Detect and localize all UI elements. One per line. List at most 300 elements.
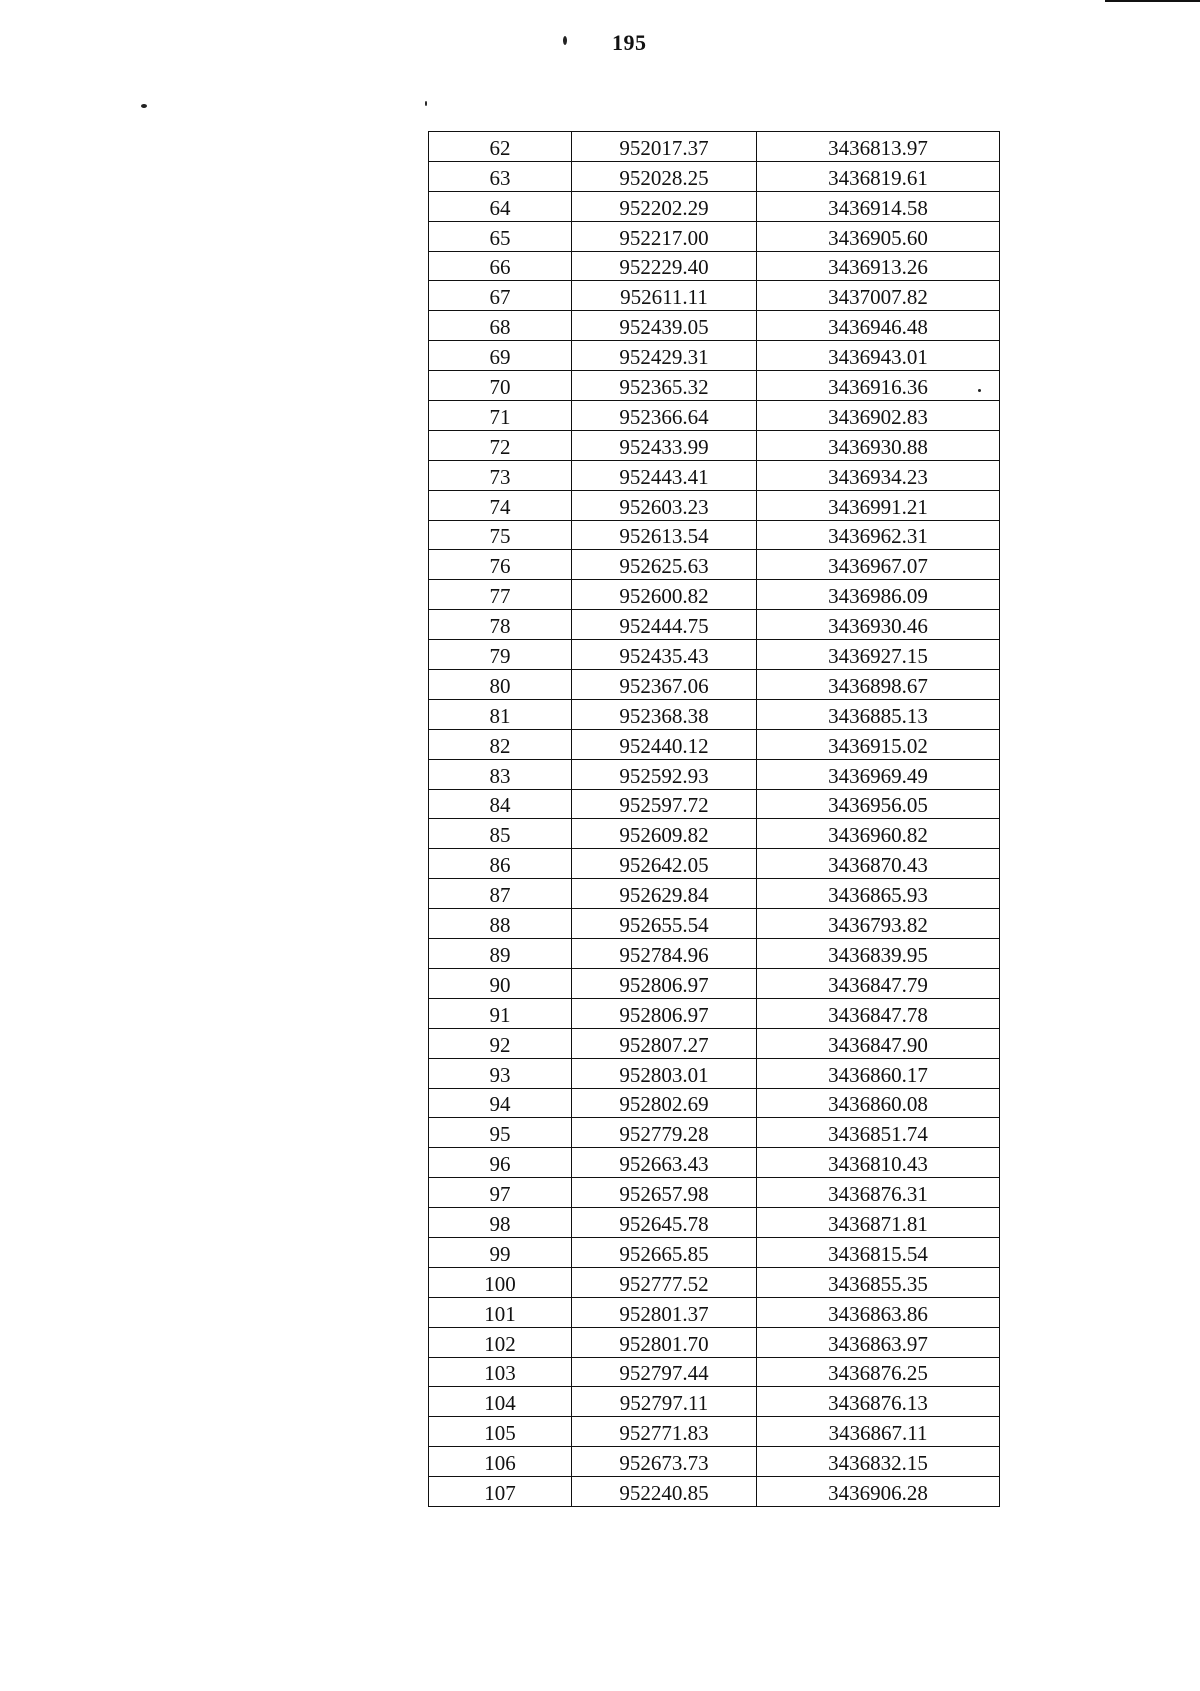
x-coordinate-cell [572,161,757,191]
point-number-cell [429,401,572,431]
point-number-cell [429,132,572,162]
x-coordinate-cell [572,251,757,281]
y-coordinate-cell-text: 3436905.60 [828,225,928,250]
point-number-cell-text: 77 [489,584,511,609]
coordinate-table [428,131,1000,1507]
x-coordinate-cell [572,401,757,431]
y-coordinate-cell [757,909,1000,939]
table-row [429,580,1000,610]
x-coordinate-cell [572,1148,757,1178]
point-number-cell [429,729,572,759]
y-coordinate-cell [757,1297,1000,1327]
y-coordinate-cell-text: 3436930.88 [828,434,928,459]
y-coordinate-cell-text: 3437007.82 [828,285,928,310]
table-row [429,1417,1000,1447]
x-coordinate-cell-text: 952797.11 [619,1391,709,1416]
table-row [429,699,1000,729]
point-number-cell-text: 102 [484,1331,516,1356]
y-coordinate-cell [757,401,1000,431]
x-coordinate-cell-text: 952444.75 [619,614,709,639]
x-coordinate-cell [572,1357,757,1387]
table-row [429,460,1000,490]
table-row [429,909,1000,939]
y-coordinate-cell-text: 3436969.49 [828,763,928,788]
y-coordinate-cell [757,221,1000,251]
point-number-cell-text: 82 [489,733,511,758]
x-coordinate-cell [572,460,757,490]
point-number-cell [429,1208,572,1238]
scan-speck [141,104,147,108]
x-coordinate-cell [572,759,757,789]
y-coordinate-cell [757,580,1000,610]
y-coordinate-cell-text: 3436991.21 [828,494,928,519]
table-row [429,849,1000,879]
x-coordinate-cell [572,341,757,371]
y-coordinate-cell-text: 3436898.67 [828,673,928,698]
x-coordinate-cell [572,1417,757,1447]
x-coordinate-cell [572,670,757,700]
point-number-cell-text: 80 [489,673,511,698]
point-number-cell-text: 76 [489,554,511,579]
table-row [429,968,1000,998]
table-row [429,1477,1000,1507]
y-coordinate-cell-text: 3436915.02 [828,733,928,758]
point-number-cell-text: 65 [489,225,511,250]
y-coordinate-cell [757,132,1000,162]
y-coordinate-cell-text: 3436876.25 [828,1361,928,1386]
table-row [429,371,1000,401]
x-coordinate-cell [572,520,757,550]
table-row [429,1208,1000,1238]
table-row [429,1297,1000,1327]
table-row [429,759,1000,789]
point-number-cell [429,1237,572,1267]
table-row [429,1327,1000,1357]
x-coordinate-cell [572,729,757,759]
table-row [429,221,1000,251]
point-number-cell [429,460,572,490]
x-coordinate-cell-text: 952655.54 [619,913,709,938]
y-coordinate-cell [757,1387,1000,1417]
y-coordinate-cell [757,968,1000,998]
point-number-cell-text: 103 [484,1361,516,1386]
y-coordinate-cell-text: 3436962.31 [828,524,928,549]
table-row [429,1237,1000,1267]
x-coordinate-cell-text: 952367.06 [619,673,709,698]
point-number-cell-text: 86 [489,853,511,878]
scan-speck [425,101,427,106]
x-coordinate-cell-text: 952807.27 [619,1032,709,1057]
point-number-cell [429,1148,572,1178]
point-number-cell [429,341,572,371]
corner-rule [1105,0,1200,2]
x-coordinate-cell [572,1028,757,1058]
y-coordinate-cell-text: 3436967.07 [828,554,928,579]
table-row [429,670,1000,700]
x-coordinate-cell [572,998,757,1028]
y-coordinate-cell-text: 3436960.82 [828,823,928,848]
x-coordinate-cell [572,610,757,640]
y-coordinate-cell [757,1148,1000,1178]
point-number-cell-text: 79 [489,644,511,669]
table-row [429,191,1000,221]
x-coordinate-cell [572,221,757,251]
y-coordinate-cell-text: 3436813.97 [828,135,928,160]
point-number-cell [429,1118,572,1148]
x-coordinate-cell-text: 952801.37 [619,1301,709,1326]
x-coordinate-cell [572,430,757,460]
table-row [429,1387,1000,1417]
y-coordinate-cell [757,251,1000,281]
y-coordinate-cell [757,460,1000,490]
table-row [429,490,1000,520]
scan-speck [563,36,567,45]
point-number-cell [429,1447,572,1477]
point-number-cell-text: 88 [489,913,511,938]
point-number-cell [429,520,572,550]
y-coordinate-cell [757,1327,1000,1357]
y-coordinate-cell-text: 3436810.43 [828,1152,928,1177]
y-coordinate-cell-text: 3436839.95 [828,942,928,967]
coordinate-table-body [429,132,1000,1507]
x-coordinate-cell [572,490,757,520]
point-number-cell-text: 81 [489,703,511,728]
x-coordinate-cell-text: 952771.83 [619,1421,709,1446]
y-coordinate-cell [757,550,1000,580]
x-coordinate-cell [572,580,757,610]
x-coordinate-cell-text: 952439.05 [619,315,709,340]
y-coordinate-cell [757,1267,1000,1297]
y-coordinate-cell [757,1118,1000,1148]
point-number-cell-text: 105 [484,1421,516,1446]
table-row [429,640,1000,670]
x-coordinate-cell-text: 952017.37 [619,135,709,160]
y-coordinate-cell-text: 3436847.79 [828,972,928,997]
table-row [429,1058,1000,1088]
x-coordinate-cell-text: 952202.29 [619,195,709,220]
x-coordinate-cell-text: 952625.63 [619,554,709,579]
x-coordinate-cell-text: 952802.69 [619,1092,709,1117]
y-coordinate-cell-text: 3436885.13 [828,703,928,728]
x-coordinate-cell-text: 952784.96 [619,942,709,967]
point-number-cell [429,1088,572,1118]
point-number-cell [429,580,572,610]
point-number-cell-text: 75 [489,524,511,549]
y-coordinate-cell [757,161,1000,191]
y-coordinate-cell-text: 3436832.15 [828,1451,928,1476]
y-coordinate-cell [757,520,1000,550]
point-number-cell [429,430,572,460]
y-coordinate-cell [757,1417,1000,1447]
point-number-cell [429,490,572,520]
y-coordinate-cell-text: 3436819.61 [828,165,928,190]
x-coordinate-cell-text: 952600.82 [619,584,709,609]
table-row [429,132,1000,162]
point-number-cell-text: 83 [489,763,511,788]
x-coordinate-cell-text: 952663.43 [619,1152,709,1177]
x-coordinate-cell [572,968,757,998]
x-coordinate-cell [572,879,757,909]
table-row [429,1028,1000,1058]
y-coordinate-cell-text: 3436860.17 [828,1062,928,1087]
table-row [429,1267,1000,1297]
y-coordinate-cell-text: 3436913.26 [828,255,928,280]
y-coordinate-cell [757,341,1000,371]
x-coordinate-cell [572,1088,757,1118]
x-coordinate-cell-text: 952779.28 [619,1122,709,1147]
table-row [429,281,1000,311]
point-number-cell [429,849,572,879]
x-coordinate-cell-text: 952665.85 [619,1241,709,1266]
y-coordinate-cell [757,1357,1000,1387]
x-coordinate-cell-text: 952240.85 [619,1480,709,1505]
x-coordinate-cell [572,1178,757,1208]
y-coordinate-cell-text: 3436934.23 [828,464,928,489]
table-row [429,819,1000,849]
table-row [429,1357,1000,1387]
point-number-cell [429,1267,572,1297]
y-coordinate-cell [757,789,1000,819]
point-number-cell-text: 74 [489,494,511,519]
point-number-cell-text: 64 [489,195,511,220]
point-number-cell-text: 68 [489,315,511,340]
point-number-cell-text: 101 [484,1301,516,1326]
x-coordinate-cell-text: 952673.73 [619,1451,709,1476]
y-coordinate-cell [757,939,1000,969]
y-coordinate-cell [757,281,1000,311]
x-coordinate-cell-text: 952629.84 [619,883,709,908]
y-coordinate-cell-text: 3436946.48 [828,315,928,340]
x-coordinate-cell-text: 952603.23 [619,494,709,519]
point-number-cell-text: 69 [489,345,511,370]
point-number-cell [429,909,572,939]
y-coordinate-cell [757,1028,1000,1058]
y-coordinate-cell [757,998,1000,1028]
x-coordinate-cell-text: 952657.98 [619,1182,709,1207]
point-number-cell-text: 78 [489,614,511,639]
point-number-cell [429,550,572,580]
x-coordinate-cell [572,1447,757,1477]
table-row [429,939,1000,969]
x-coordinate-cell [572,1118,757,1148]
point-number-cell-text: 99 [489,1241,511,1266]
x-coordinate-cell-text: 952440.12 [619,733,709,758]
x-coordinate-cell [572,819,757,849]
table-row [429,879,1000,909]
point-number-cell [429,1387,572,1417]
x-coordinate-cell-text: 952797.44 [619,1361,709,1386]
point-number-cell-text: 91 [489,1002,511,1027]
point-number-cell [429,371,572,401]
y-coordinate-cell-text: 3436867.11 [828,1421,928,1446]
point-number-cell [429,1178,572,1208]
point-number-cell-text: 106 [484,1451,516,1476]
x-coordinate-cell-text: 952801.70 [619,1331,709,1356]
table-row [429,610,1000,640]
x-coordinate-cell [572,1477,757,1507]
y-coordinate-cell-text: 3436855.35 [828,1271,928,1296]
y-coordinate-cell [757,759,1000,789]
point-number-cell [429,1297,572,1327]
point-number-cell [429,939,572,969]
x-coordinate-cell-text: 952611.11 [620,285,708,310]
point-number-cell [429,1477,572,1507]
point-number-cell [429,221,572,251]
x-coordinate-cell [572,849,757,879]
point-number-cell-text: 104 [484,1391,516,1416]
point-number-cell-text: 67 [489,285,511,310]
x-coordinate-cell-text: 952609.82 [619,823,709,848]
y-coordinate-cell-text: 3436870.43 [828,853,928,878]
y-coordinate-cell [757,1237,1000,1267]
point-number-cell-text: 94 [489,1092,511,1117]
point-number-cell-text: 95 [489,1122,511,1147]
table-row [429,430,1000,460]
y-coordinate-cell [757,1088,1000,1118]
point-number-cell-text: 107 [484,1480,516,1505]
y-coordinate-cell-text: 3436943.01 [828,345,928,370]
x-coordinate-cell-text: 952365.32 [619,375,709,400]
point-number-cell-text: 100 [484,1271,516,1296]
point-number-cell [429,670,572,700]
point-number-cell [429,998,572,1028]
y-coordinate-cell-text: 3436914.58 [828,195,928,220]
y-coordinate-cell-text: 3436876.13 [828,1391,928,1416]
x-coordinate-cell [572,699,757,729]
y-coordinate-cell-text: 3436863.97 [828,1331,928,1356]
x-coordinate-cell-text: 952429.31 [619,345,709,370]
point-number-cell [429,879,572,909]
y-coordinate-cell [757,1178,1000,1208]
y-coordinate-cell-text: 3436956.05 [828,793,928,818]
point-number-cell [429,311,572,341]
y-coordinate-cell [757,819,1000,849]
point-number-cell [429,819,572,849]
point-number-cell [429,610,572,640]
point-number-cell-text: 87 [489,883,511,908]
table-row [429,401,1000,431]
point-number-cell [429,251,572,281]
y-coordinate-cell-text: 3436871.81 [828,1211,928,1236]
point-number-cell [429,1327,572,1357]
x-coordinate-cell-text: 952443.41 [619,464,709,489]
x-coordinate-cell [572,1058,757,1088]
point-number-cell-text: 62 [489,135,511,160]
y-coordinate-cell [757,1208,1000,1238]
x-coordinate-cell [572,1297,757,1327]
y-coordinate-cell-text: 3436927.15 [828,644,928,669]
y-coordinate-cell [757,311,1000,341]
table-row [429,1178,1000,1208]
x-coordinate-cell-text: 952028.25 [619,165,709,190]
point-number-cell-text: 92 [489,1032,511,1057]
x-coordinate-cell-text: 952806.97 [619,1002,709,1027]
x-coordinate-cell [572,281,757,311]
page-number: 195 [612,30,647,55]
point-number-cell-text: 63 [489,165,511,190]
table-row [429,251,1000,281]
point-number-cell-text: 84 [489,793,511,818]
point-number-cell [429,1028,572,1058]
y-coordinate-cell-text: 3436865.93 [828,883,928,908]
y-coordinate-cell-text: 3436930.46 [828,614,928,639]
point-number-cell-text: 93 [489,1062,511,1087]
x-coordinate-cell [572,1237,757,1267]
y-coordinate-cell-text: 3436876.31 [828,1182,928,1207]
point-number-cell-text: 71 [489,404,511,429]
table-row [429,1148,1000,1178]
point-number-cell [429,1058,572,1088]
x-coordinate-cell [572,1327,757,1357]
point-number-cell-text: 73 [489,464,511,489]
table-row [429,789,1000,819]
x-coordinate-cell-text: 952368.38 [619,703,709,728]
point-number-cell-text: 70 [489,375,511,400]
y-coordinate-cell [757,699,1000,729]
y-coordinate-cell-text: 3436860.08 [828,1092,928,1117]
y-coordinate-cell [757,371,1000,401]
x-coordinate-cell-text: 952217.00 [619,225,709,250]
y-coordinate-cell-text: 3436815.54 [828,1241,928,1266]
y-coordinate-cell-text: 3436847.78 [828,1002,928,1027]
point-number-cell [429,161,572,191]
y-coordinate-cell [757,879,1000,909]
x-coordinate-cell [572,191,757,221]
x-coordinate-cell [572,939,757,969]
table-row [429,1118,1000,1148]
x-coordinate-cell-text: 952433.99 [619,434,709,459]
x-coordinate-cell-text: 952597.72 [619,793,709,818]
point-number-cell-text: 98 [489,1211,511,1236]
x-coordinate-cell-text: 952613.54 [619,524,709,549]
x-coordinate-cell-text: 952645.78 [619,1211,709,1236]
table-row [429,1447,1000,1477]
point-number-cell [429,281,572,311]
y-coordinate-cell-text: 3436863.86 [828,1301,928,1326]
table-row [429,1088,1000,1118]
y-coordinate-cell [757,490,1000,520]
table-row [429,341,1000,371]
x-coordinate-cell [572,1208,757,1238]
table-row [429,520,1000,550]
x-coordinate-cell-text: 952806.97 [619,972,709,997]
x-coordinate-cell [572,371,757,401]
point-number-cell [429,789,572,819]
y-coordinate-cell [757,849,1000,879]
point-number-cell-text: 85 [489,823,511,848]
point-number-cell [429,1357,572,1387]
table-row [429,729,1000,759]
table-row [429,161,1000,191]
point-number-cell [429,759,572,789]
y-coordinate-cell [757,640,1000,670]
x-coordinate-cell [572,1267,757,1297]
y-coordinate-cell-text: 3436906.28 [828,1480,928,1505]
x-coordinate-cell [572,640,757,670]
point-number-cell [429,968,572,998]
point-number-cell-text: 96 [489,1152,511,1177]
point-number-cell-text: 97 [489,1182,511,1207]
x-coordinate-cell-text: 952642.05 [619,853,709,878]
point-number-cell-text: 72 [489,434,511,459]
y-coordinate-cell-text: 3436902.83 [828,404,928,429]
x-coordinate-cell [572,132,757,162]
x-coordinate-cell [572,311,757,341]
y-coordinate-cell [757,1477,1000,1507]
x-coordinate-cell-text: 952435.43 [619,644,709,669]
y-coordinate-cell [757,191,1000,221]
y-coordinate-cell-text: 3436916.36 [828,375,928,400]
